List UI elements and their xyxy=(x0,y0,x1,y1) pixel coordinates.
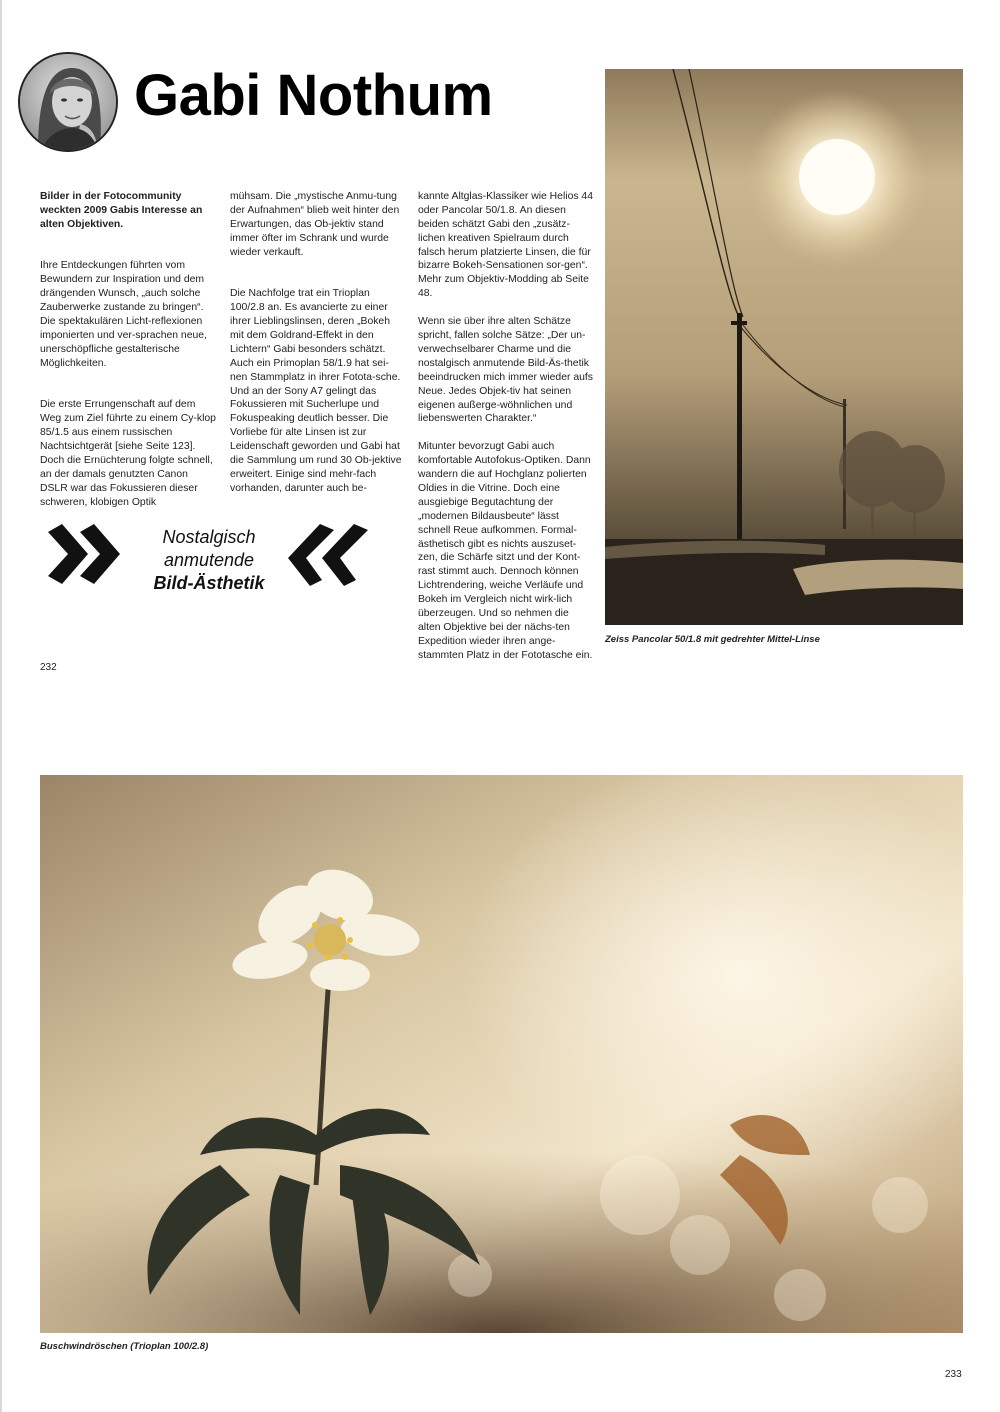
pull-quote-line: anmutende xyxy=(163,550,255,570)
page-number: 233 xyxy=(945,1369,962,1380)
paragraph: mühsam. Die „mystische Anmu-tung der Aufnahmen“ blieb weit hinter den Erwartungen, das Ob-jektiv stand immer öfter im Schrank und wurde wieder verkauft. xyxy=(230,190,400,258)
pull-quote-line: Nostalgisch xyxy=(162,527,256,547)
chevron-right-double-icon xyxy=(44,524,126,588)
page-number: 232 xyxy=(40,662,57,673)
author-portrait xyxy=(18,52,118,152)
article-column-2 xyxy=(230,176,406,524)
photo-caption: Zeiss Pancolar 50/1.8 mit gedrehter Mittel-Linse xyxy=(605,634,820,645)
photo-caption: Buschwindröschen (Trioplan 100/2.8) xyxy=(40,1341,209,1352)
paragraph: Die Nachfolge trat ein Trioplan 100/2.8 an. Es avancierte zu einer ihrer Lieblingslinsen, deren „Bokeh mit dem Goldrand-Effekt in den Lichtern“ Gabi besonders schätzt. Auch ein Primoplan 58/1.9 hat sei-nen Stammplatz in ihrer Fotota-sche. Und an der Sony A7 gelingt das Fokussieren mit Sucherlupe und Fokuspeaking deutlich besser. Die Vorliebe für alte Linsen ist zur Leidenschaft geworden und Gabi hat die Sammlung um rund 30 Ob-jektive erweitert. Einige sind mehr-fach vorhanden, darunter auch be- xyxy=(230,288,402,494)
article-column-1 xyxy=(40,176,216,538)
author-name: Gabi Nothum xyxy=(134,63,493,128)
paragraph: Wenn sie über ihre alten Schätze spricht, fallen solche Sätze: „Der un-verwechselbarer Charme und die nostalgisch anmutende Bild-Äs-thetik beeindrucken mich immer wieder aufs Neue. Jedes Objek-tiv hat seinen eigenen außerge-wöhnlichen und liebenswerten Charakter.“ xyxy=(418,316,593,425)
chevron-left-double-icon xyxy=(282,524,374,588)
article-lead: Bilder in der Fotocommunity weckten 2009 Gabis Interesse an alten Objektiven. xyxy=(40,190,203,230)
pull-quote-emphasis: Bild-Ästhetik xyxy=(153,573,265,593)
paragraph: Mitunter bevorzugt Gabi auch komfortable Autofokus-Optiken. Dann wandern die auf Hochglanz polierten Oldies in die Vitrine. Doch eine ausgiebige Begutachtung der „modernen Bildausbeute“ lässt schnell Reue aufkommen. Formal-ästhetisch gibt es nichts auszuset-zen, die Schärfe sitzt und der Kont-rast stimmt auch. Dennoch können Lichtrendering, weiche Verläufe und Bokeh im Vergleich nicht wirk-lich überzeugen. Und so nehmen die alten Objektive bei der nächs-ten Expedition wieder ihren ange-stammten Platz in der Fototasche ein. xyxy=(418,441,593,661)
photo-wood-anemone xyxy=(40,775,963,1333)
pull-quote xyxy=(44,524,374,594)
paragraph: Ihre Entdeckungen führten vom Bewundern zur Inspiration und dem drängenden Wunsch, „auch solche Zauberwerke zustande zu bringen“. Die spektakulären Licht-reflexionen imponierten und ver-sprachen neue, unerschöpfliche gestalterische Möglichkeiten. xyxy=(40,260,207,369)
paragraph: Die erste Errungenschaft auf dem Weg zum Ziel führte zu einem Cy-klop 85/1.5 aus einem russischen Nachtsichtgerät [siehe Seite 123]. Doch die Ernüchterung folgte schnell, an der damals genutzten Canon DSLR war das Fokussieren dieser schweren, klobigen Optik xyxy=(40,399,216,508)
photo-foggy-power-lines xyxy=(605,69,963,625)
page-spine xyxy=(0,0,2,1412)
pull-quote-text xyxy=(144,526,274,595)
article-column-3 xyxy=(418,176,594,677)
paragraph: kannte Altglas-Klassiker wie Helios 44 oder Pancolar 50/1.8. An diesen beiden schätzt Gabi den „zusätz-lichen kreativen Spielraum durch falsch herum platzierte Linsen, die für bizarre Bokeh-Sensationen sor-gen“. Mehr zum Objektiv-Modding ab Seite 48. xyxy=(418,190,593,300)
